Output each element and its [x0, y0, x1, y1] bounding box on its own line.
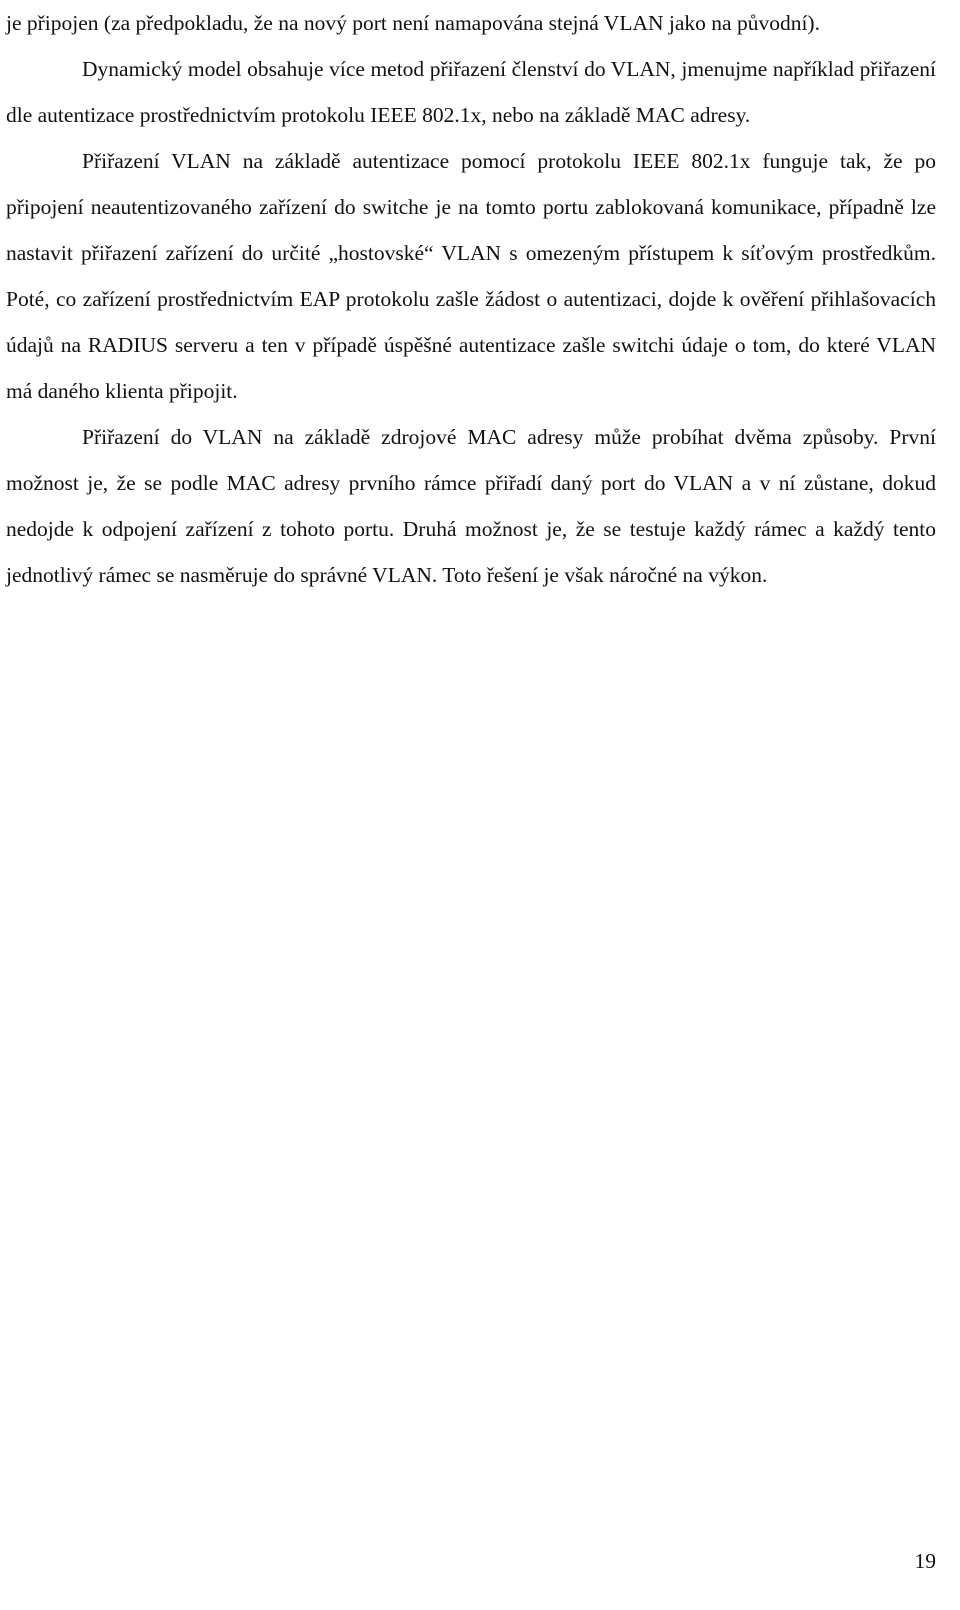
paragraph-dynamic-model: Dynamický model obsahuje více metod přiřazení členství do VLAN, jmenujme například přiřazení dle autentizace prostřednictvím protokolu IEEE 802.1x, nebo na základě MAC adresy.	[6, 57, 936, 127]
paragraph-mac-assignment: Přiřazení do VLAN na základě zdrojové MAC adresy může probíhat dvěma způsoby. První možnost je, že se podle MAC adresy prvního rámce přiřadí daný port do VLAN a v ní zůstane, dokud nedojde k odpojení zařízení z tohoto portu. Druhá možnost je, že se testuje každý rámec a každý tento jednotlivý rámec se nasměruje do správné VLAN. Toto řešení je však náročné na výkon.	[6, 425, 936, 587]
paragraph-continuation: je připojen (za předpokladu, že na nový port není namapována stejná VLAN jako na původní).	[6, 11, 820, 35]
paragraph-8021x-assignment: Přiřazení VLAN na základě autentizace pomocí protokolu IEEE 802.1x funguje tak, že po připojení neautentizovaného zařízení do switche je na tomto portu zablokovaná komunikace, případně lze nastavit přiřazení zařízení do určité „hostovské“ VLAN s omezeným přístupem k síťovým prostředkům. Poté, co zařízení prostřednictvím EAP protokolu zašle žádost o autentizaci, dojde k ověření přihlašovacích údajů na RADIUS serveru a ten v případě úspěšné autentizace zašle switchi údaje o tom, do které VLAN má daného klienta připojit.	[6, 149, 936, 403]
body-text	[6, 0, 936, 598]
page-number: 19	[914, 1549, 936, 1573]
